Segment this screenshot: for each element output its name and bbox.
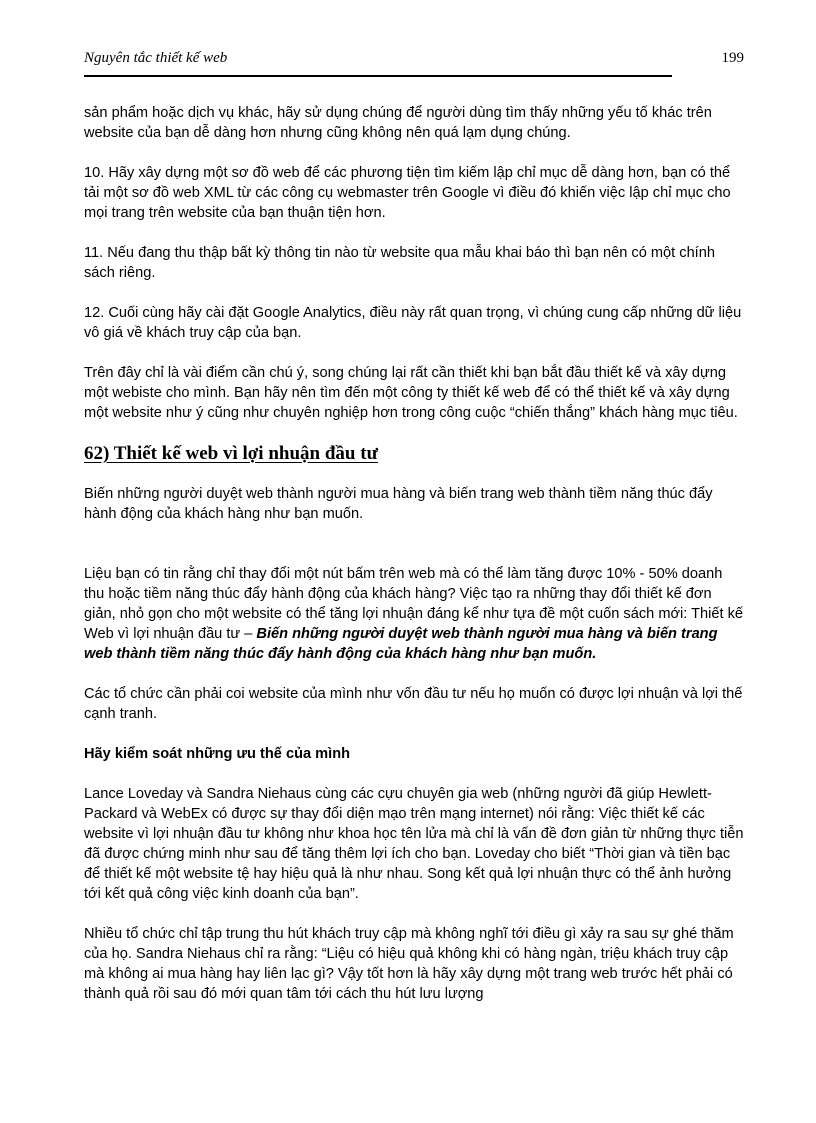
paragraph-1: sản phẩm hoặc dịch vụ khác, hãy sử dụng chúng để người dùng tìm thấy những yếu tố khác trên website của bạn dễ dàng hơn nhưng cũng không nên quá lạm dụng chúng. (84, 105, 712, 141)
document-body (84, 103, 744, 1024)
paragraph-book-text: Liệu bạn có tin rằng chỉ thay đổi một nút bấm trên web mà có thể làm tăng được 10% - 50% doanh thu hoặc tiềm năng thúc đẩy hành động của khách hàng? Việc tạo ra những thay đổi thiết kế đơn giản, nhỏ gọn cho một website có thể tăng lợi nhuận đáng kể như tựa đề một cuốn sách mới: Thiết kế Web vì lợi nhuận đầu tư – (84, 566, 744, 642)
sub-heading: Hãy kiểm soát những ưu thế của mình (84, 746, 351, 762)
paragraph-book-emphasis: Biến những người duyệt web thành người mua hàng và biến trang web thành tiềm năng thúc đẩy hành động của khách hàng như bạn muốn. (84, 626, 718, 662)
paragraph-item-10: 10. Hãy xây dựng một sơ đồ web để các phương tiện tìm kiếm lập chỉ mục dễ dàng hơn, bạn có thể tải một sơ đồ web XML từ các công cụ webmaster trên Google vì điều đó khiến việc lập chỉ mục cho mọi trang trên website của bạn thuận tiện hơn. (84, 165, 731, 221)
running-header-title: Nguyên tắc thiết kế web (84, 50, 228, 66)
paragraph-item-11: 11. Nếu đang thu thập bất kỳ thông tin nào từ website qua mẫu khai báo thì bạn nên có một chính sách riêng. (84, 245, 715, 281)
page-number: 199 (721, 50, 744, 66)
paragraph-intro: Biến những người duyệt web thành người mua hàng và biến trang web thành tiềm năng thúc đẩy hành động của khách hàng như bạn muốn. (84, 486, 713, 522)
paragraph-investment: Các tổ chức cần phải coi website của mình như vốn đầu tư nếu họ muốn có được lợi nhuận và lợi thế cạnh tranh. (84, 686, 743, 722)
page-header (84, 50, 744, 74)
paragraph-summary: Trên đây chỉ là vài điểm cần chú ý, song chúng lại rất cần thiết khi bạn bắt đầu thiết kế và xây dựng một webiste cho mình. Bạn hãy nên tìm đến một công ty thiết kế web để có thể thiết kế và xây dựng một website như ý cũng như chuyên nghiệp hơn trong công cuộc “chiến thắng” khách hàng mục tiêu. (84, 365, 738, 421)
section-heading: 62) Thiết kế web vì lợi nhuận đầu tư (84, 443, 378, 464)
header-rule (84, 75, 672, 77)
paragraph-book (84, 564, 744, 664)
paragraph-experts: Lance Loveday và Sandra Niehaus cùng các cựu chuyên gia web (những người đã giúp Hewlett-Packard và WebEx có được sự thay đổi diện mạo trên mạng internet) nói rằng: Việc thiết kế các website vì lợi nhuận đầu tư không như khoa học tên lửa mà chỉ là vấn đề đơn giản từ những thực tiễn đã được chứng minh như sau để tăng thêm lợi ích cho bạn. Loveday cho biết “Thời gian và tiền bạc để thiết kế một website tệ hay hiệu quả là như nhau. Song kết quả lợi nhuận thực có thể ảnh hưởng tới kết quả công việc kinh doanh của bạn”. (84, 786, 744, 902)
paragraph-item-12: 12. Cuối cùng hãy cài đặt Google Analytics, điều này rất quan trọng, vì chúng cung cấp những dữ liệu vô giá về khách truy cập của bạn. (84, 305, 742, 341)
paragraph-visitors: Nhiều tổ chức chỉ tập trung thu hút khách truy cập mà không nghĩ tới điều gì xảy ra sau sự ghé thăm của họ. Sandra Niehaus chỉ ra rằng: “Liệu có hiệu quả không khi có hàng ngàn, triệu khách truy cập mà không ai mua hàng hay liên lạc gì? Vậy tốt hơn là hãy xây dựng một trang web trước hết phải có thành quả rồi sau đó mới quan tâm tới cách thu hút lưu lượng (84, 926, 734, 1002)
